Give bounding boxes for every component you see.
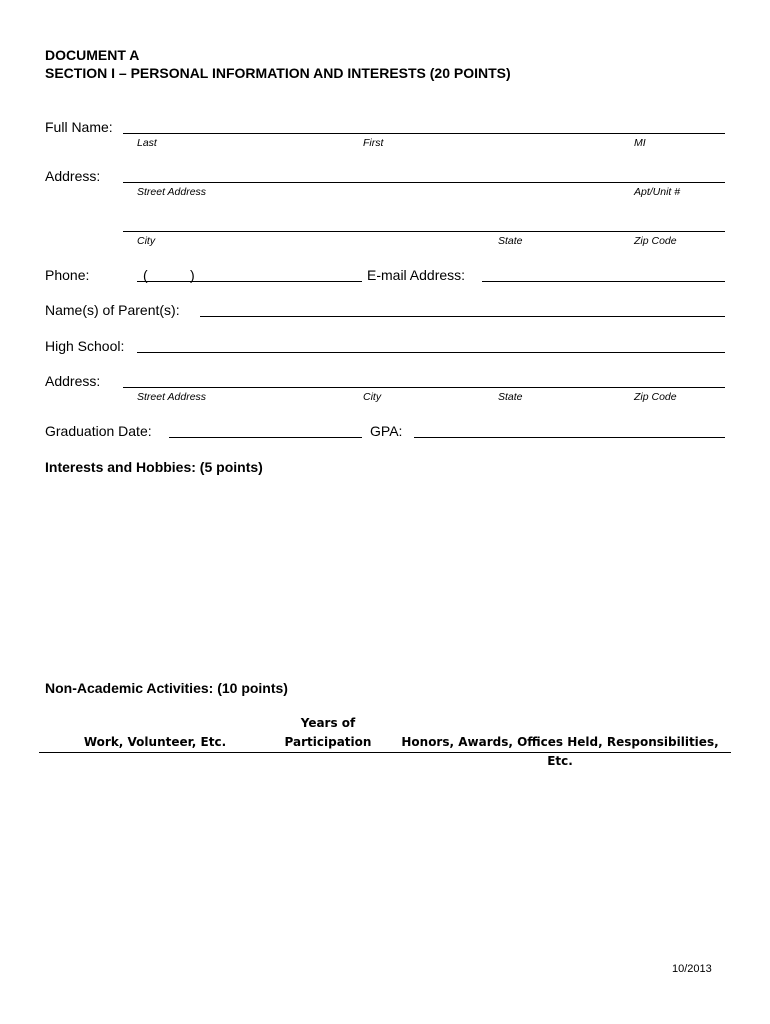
full-name-label: Full Name: [45,119,113,135]
phone-paren-close: ) [190,267,195,283]
gpa-line[interactable] [414,437,725,438]
doc-label: DOCUMENT A [45,47,140,63]
address-sub-state: State [498,235,523,247]
hs-sub-zip: Zip Code [634,391,677,403]
address-sub-zip: Zip Code [634,235,677,247]
parents-line[interactable] [200,316,725,317]
col-years-line2: Participation [284,735,372,749]
full-name-sub-last: Last [137,137,157,149]
address-label: Address: [45,168,101,184]
activities-heading: Non-Academic Activities: (10 points) [45,680,288,696]
address-sub-apt: Apt/Unit # [634,186,681,198]
high-school-address-label: Address: [45,373,101,389]
col-work-volunteer: Work, Volunteer, Etc. [83,735,227,749]
interests-heading: Interests and Hobbies: (5 points) [45,459,263,475]
parents-label: Name(s) of Parent(s): [45,302,180,318]
graduation-date-line[interactable] [169,437,362,438]
high-school-label: High School: [45,338,125,354]
full-name-line[interactable] [123,133,725,134]
high-school-line[interactable] [137,352,725,353]
hs-sub-street: Street Address [137,391,207,403]
address-sub-city: City [137,235,156,247]
city-state-zip-line[interactable] [123,231,725,232]
col-years-participation [268,714,388,752]
gpa-label: GPA: [370,423,403,439]
hs-sub-city: City [363,391,382,403]
address-sub-street: Street Address [137,186,207,198]
street-address-line[interactable] [123,182,725,183]
phone-line[interactable] [137,281,362,282]
full-name-sub-first: First [363,137,384,149]
phone-label: Phone: [45,267,90,283]
col-years-line1: Years of [300,716,356,730]
phone-paren-open: ( [143,267,148,283]
high-school-address-line[interactable] [123,387,725,388]
activities-header-rule [39,752,731,753]
footer-date: 10/2013 [672,963,712,975]
interests-area[interactable] [45,482,725,672]
email-line[interactable] [482,281,725,282]
document-title [45,46,511,82]
graduation-date-label: Graduation Date: [45,423,152,439]
activities-area[interactable] [39,754,731,954]
full-name-sub-mi: MI [634,137,646,149]
hs-sub-state: State [498,391,523,403]
section-title: SECTION I – PERSONAL INFORMATION AND INTERESTS (20 POINTS) [45,65,511,81]
col-honors-awards: Honors, Awards, Offices Held, Responsibilities, Etc. [401,735,719,768]
email-label: E-mail Address: [367,267,466,283]
